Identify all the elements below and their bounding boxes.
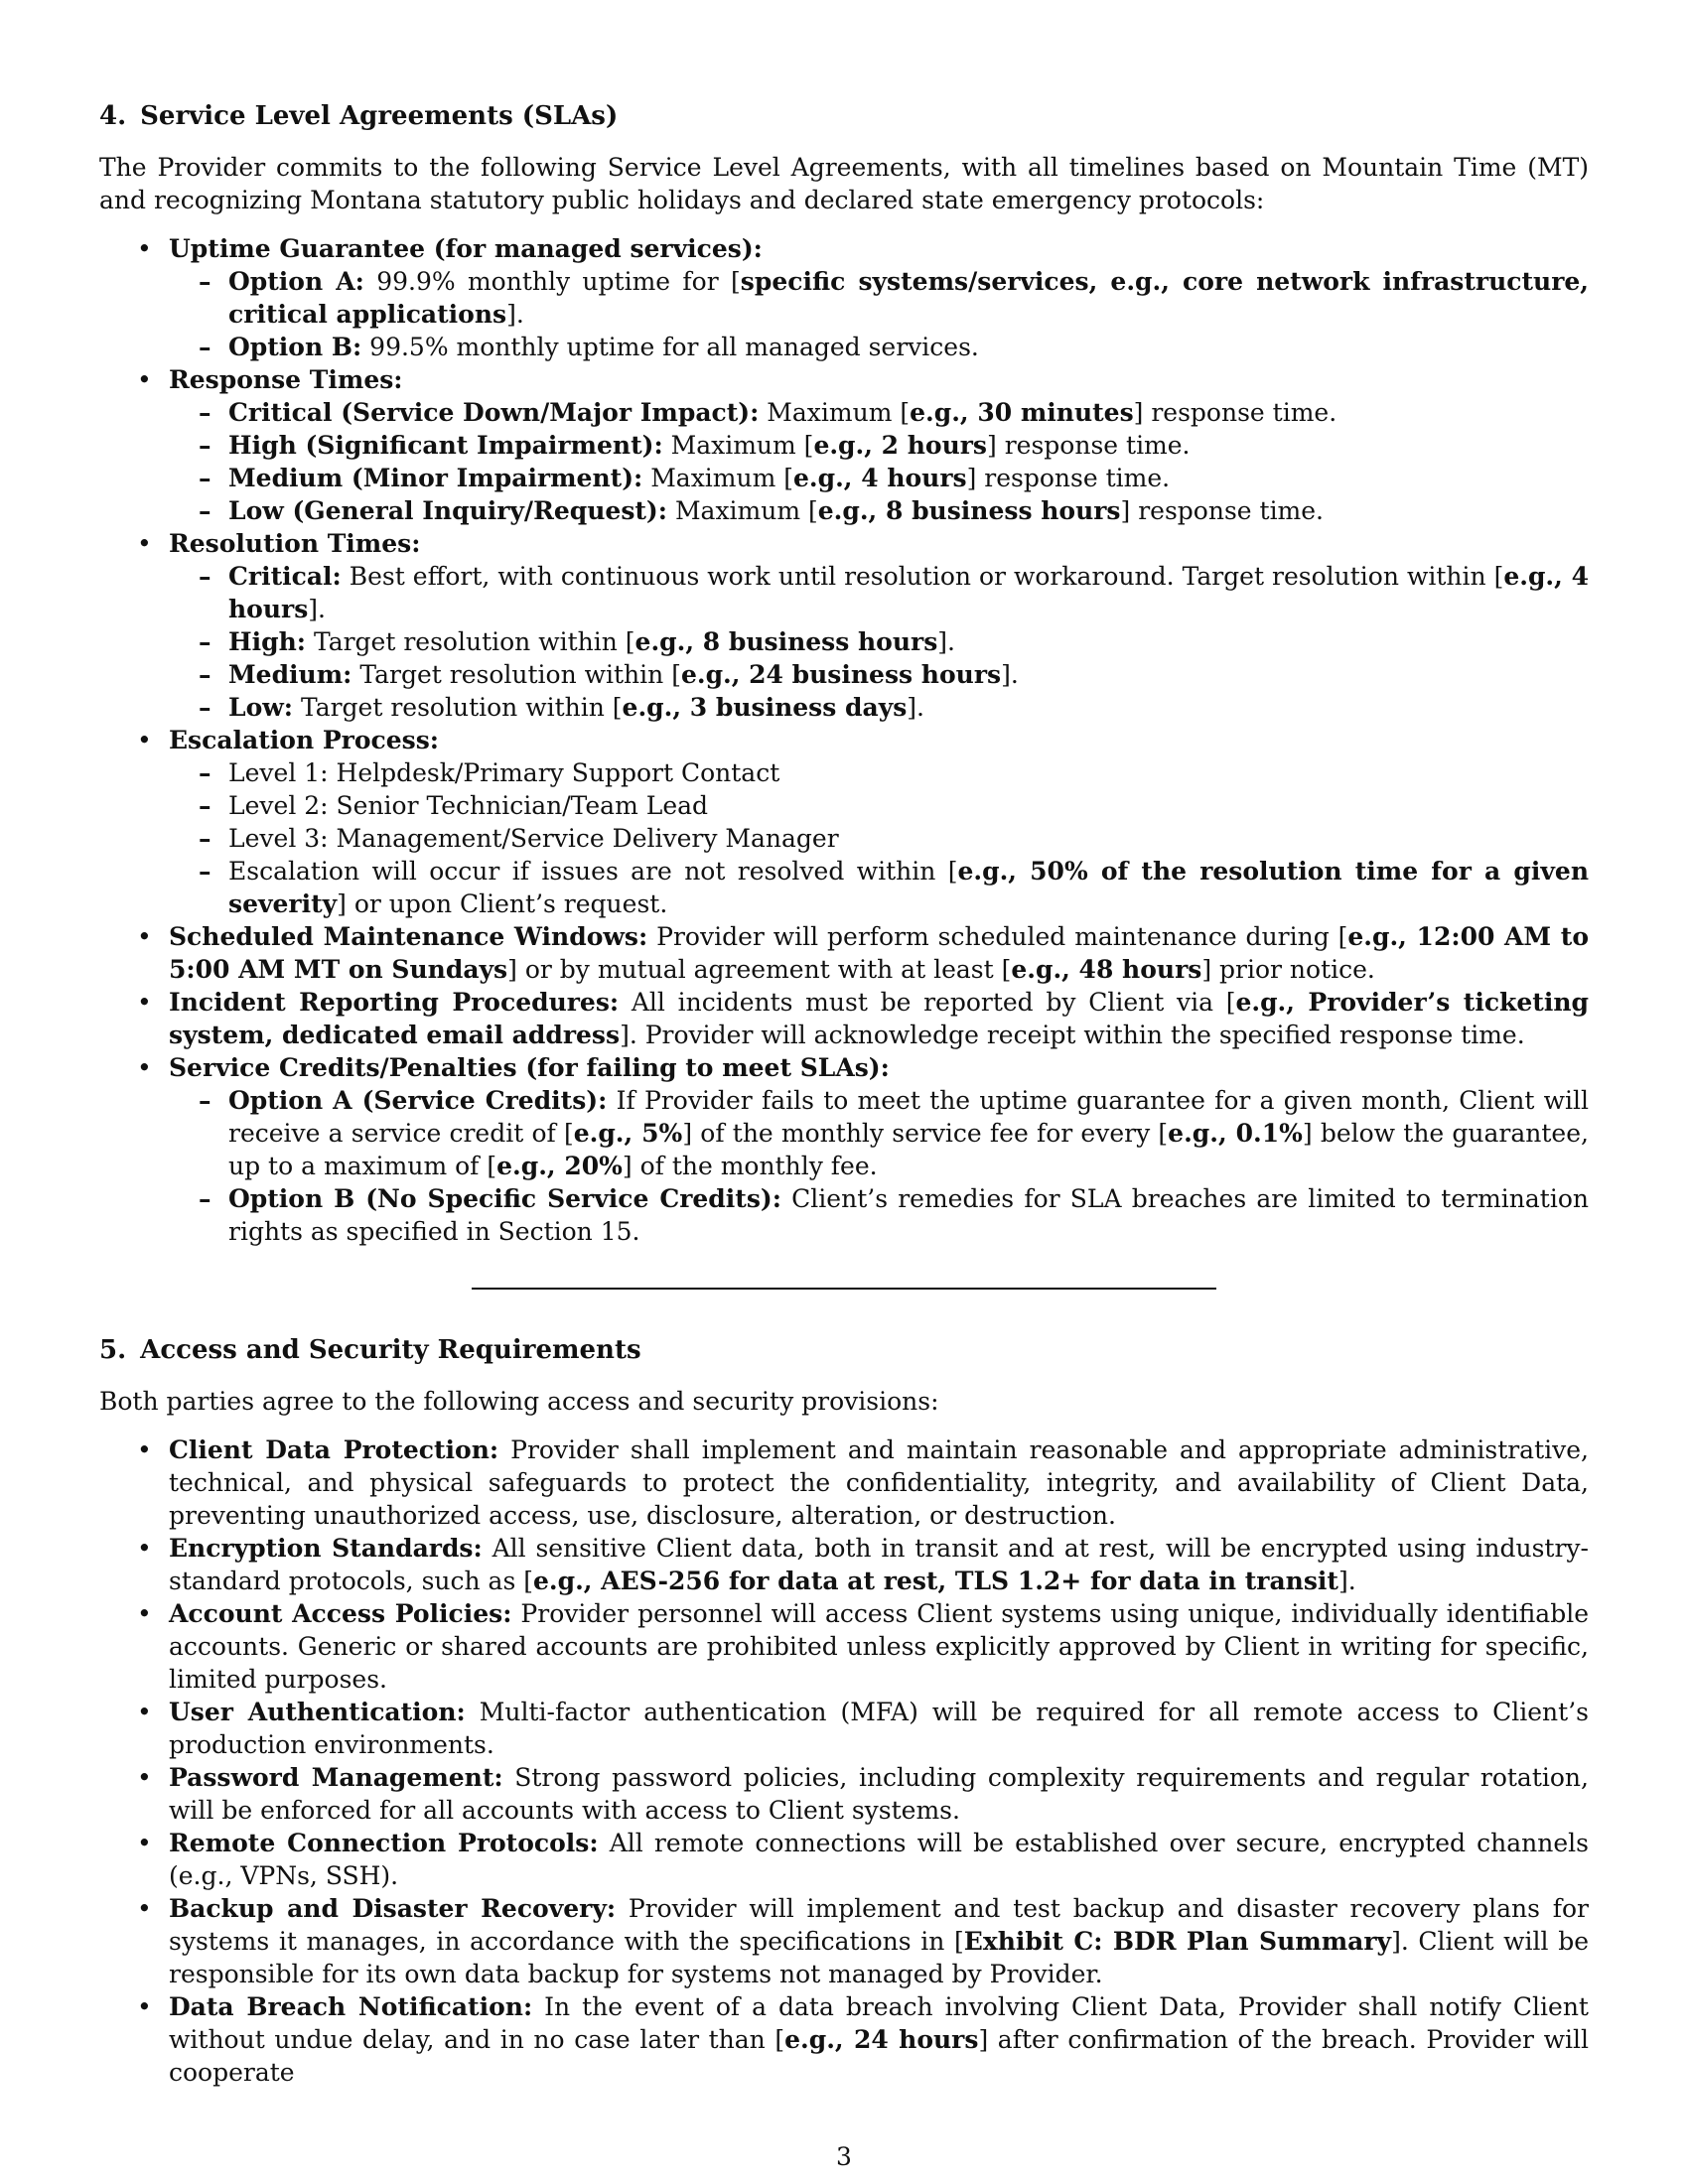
uptime-option-a-text: 99.9% monthly uptime for [: [363, 267, 741, 296]
response-high-label: High (Significant Impairment):: [228, 431, 663, 460]
response-times-label: Response Times:: [169, 365, 403, 394]
section-5-number: 5.: [99, 1335, 127, 1365]
resolution-critical-post: ].: [308, 595, 326, 623]
response-low-post: ] response time.: [1120, 496, 1325, 525]
password-item: [99, 1761, 1589, 1827]
response-critical-post: ] response time.: [1133, 398, 1337, 427]
escalation-list: [169, 756, 1589, 920]
response-low: [169, 494, 1589, 527]
response-high: [169, 429, 1589, 462]
credits-option-b-label: Option B (No Specific Service Credits):: [228, 1184, 781, 1213]
response-critical-pre: Maximum [: [759, 398, 911, 427]
credits-option-a-text-1: If Provider fails to meet the uptime guarantee for a given month, Client will receive a service credit of [: [228, 1086, 1590, 1148]
credits-option-a-text-3: ] below the guarantee, up to a maximum of [: [228, 1119, 1589, 1180]
escalation-label: Escalation Process:: [169, 726, 439, 754]
section-4-number: 4.: [99, 101, 127, 131]
credits-option-a: [169, 1084, 1589, 1182]
escalation-trigger-post: ] or upon Client’s request.: [337, 889, 668, 918]
resolution-medium-pre: Target resolution within [: [352, 660, 681, 689]
password-text: Strong password policies, including complexity requirements and regular rotation, will be enforced for all accounts with access to Client systems.: [169, 1763, 1589, 1825]
escalation-trigger-value: e.g., 50% of the resolution time for a given severity: [228, 857, 1589, 918]
response-low-value: e.g., 8 business hours: [817, 496, 1121, 525]
resolution-low: [169, 691, 1589, 724]
escalation-trigger: [169, 855, 1589, 920]
account-access-text: Provider personnel will access Client systems using unique, individually identifiable accounts. Generic or shared accounts are prohibited unless explicitly approved by Client in writing for specific, limited purposes.: [169, 1599, 1589, 1694]
section-5-title: Access and Security Requirements: [140, 1335, 641, 1365]
maintenance-text-1: Provider will perform scheduled maintenance during [: [647, 922, 1348, 951]
maintenance-window-value: e.g., 12:00 AM to 5:00 AM MT on Sundays: [169, 922, 1589, 984]
encryption-text-1: All sensitive Client data, both in transit and at rest, will be encrypted using industry-standard protocols, such as [: [169, 1534, 1589, 1595]
section-4-title: Service Level Agreements (SLAs): [140, 101, 619, 131]
maintenance-item: [99, 920, 1589, 986]
resolution-times-list: [169, 560, 1589, 724]
uptime-option-a-placeholder: specific systems/services, e.g., core network infrastructure, critical applications: [228, 267, 1589, 329]
data-protection-label: Client Data Protection:: [169, 1435, 499, 1464]
credits-max-value: e.g., 20%: [496, 1152, 623, 1180]
incident-item: [99, 986, 1589, 1051]
page-number: 3: [836, 2142, 852, 2171]
credits-option-b: [169, 1182, 1589, 1248]
security-list: [99, 1433, 1589, 2089]
response-medium-label: Medium (Minor Impairment):: [228, 464, 643, 492]
response-high-value: e.g., 2 hours: [813, 431, 988, 460]
resolution-medium-post: ].: [1001, 660, 1019, 689]
maintenance-text-2: ] or by mutual agreement with at least [: [507, 955, 1012, 984]
response-times-item: [99, 363, 1589, 527]
response-medium-pre: Maximum [: [642, 464, 794, 492]
response-low-label: Low (General Inquiry/Request):: [228, 496, 667, 525]
response-medium: [169, 462, 1589, 494]
resolution-low-post: ].: [907, 693, 924, 722]
uptime-option-b-label: Option B:: [228, 333, 362, 361]
escalation-level-1: – Level 1: Helpdesk/Primary Support Contact: [169, 756, 1589, 789]
maintenance-notice-value: e.g., 48 hours: [1011, 955, 1202, 984]
service-credits-item: [99, 1051, 1589, 1248]
uptime-options: [169, 265, 1589, 363]
response-times-list: [169, 396, 1589, 527]
section-5-heading: [99, 1333, 1589, 1367]
incident-text-2: ]. Provider will acknowledge receipt within the specified response time.: [620, 1021, 1525, 1049]
resolution-critical-pre: Best effort, with continuous work until resolution or workaround. Target resolution within [: [341, 562, 1504, 591]
credits-option-a-text-4: ] of the monthly fee.: [622, 1152, 878, 1180]
uptime-option-b: [169, 331, 1589, 363]
resolution-critical: [169, 560, 1589, 625]
resolution-low-label: Low:: [228, 693, 294, 722]
resolution-high-label: High:: [228, 627, 307, 656]
escalation-level-2: – Level 2: Senior Technician/Team Lead: [169, 789, 1589, 822]
section-4-heading: [99, 99, 1589, 133]
resolution-high-value: e.g., 8 business hours: [634, 627, 938, 656]
escalation-level-3: – Level 3: Management/Service Delivery Manager: [169, 822, 1589, 855]
password-label: Password Management:: [169, 1763, 503, 1792]
response-low-pre: Maximum [: [667, 496, 818, 525]
response-high-post: ] response time.: [987, 431, 1191, 460]
remote-connection-label: Remote Connection Protocols:: [169, 1829, 599, 1857]
response-high-pre: Maximum [: [662, 431, 814, 460]
credits-option-a-label: Option A (Service Credits):: [228, 1086, 608, 1115]
service-credits-label: Service Credits/Penalties (for failing to meet SLAs):: [169, 1053, 890, 1082]
section-divider: [472, 1288, 1216, 1290]
uptime-option-a: [169, 265, 1589, 331]
encryption-label: Encryption Standards:: [169, 1534, 483, 1563]
breach-item: [99, 1990, 1589, 2089]
data-protection-text: Provider shall implement and maintain reasonable and appropriate administrative, technical, and physical safeguards to protect the confidentiality, integrity, and availability of Client Data, preventing unauthorized access, use, disclosure, alteration, or destruction.: [169, 1435, 1589, 1530]
resolution-high-pre: Target resolution within [: [306, 627, 635, 656]
authentication-item: [99, 1696, 1589, 1761]
authentication-text: Multi-factor authentication (MFA) will be required for all remote access to Client’s production environments.: [169, 1698, 1589, 1759]
account-access-item: [99, 1597, 1589, 1696]
page-content: [99, 99, 1589, 2089]
resolution-times-label: Resolution Times:: [169, 529, 421, 558]
uptime-item: [99, 232, 1589, 363]
backup-label: Backup and Disaster Recovery:: [169, 1894, 617, 1923]
encryption-text-2: ].: [1337, 1567, 1356, 1595]
credits-option-a-text-2: ] of the monthly service fee for every [: [682, 1119, 1169, 1148]
data-protection-item: [99, 1433, 1589, 1532]
uptime-option-a-label: Option A:: [228, 267, 364, 296]
maintenance-text-3: ] prior notice.: [1201, 955, 1375, 984]
uptime-option-a-end: ].: [506, 300, 524, 329]
breach-label: Data Breach Notification:: [169, 1992, 533, 2021]
incident-label: Incident Reporting Procedures:: [169, 988, 620, 1017]
response-critical: [169, 396, 1589, 429]
resolution-low-value: e.g., 3 business days: [622, 693, 908, 722]
uptime-label: Uptime Guarantee (for managed services):: [169, 234, 763, 263]
credits-option-b-text: Client’s remedies for SLA breaches are limited to termination rights as specified in Section 15.: [228, 1184, 1589, 1246]
backup-text-2: ]. Client will be responsible for its own data backup for systems not managed by Provider.: [169, 1927, 1590, 1988]
encryption-protocols-value: e.g., AES-256 for data at rest, TLS 1.2+ for data in transit: [532, 1567, 1338, 1595]
incident-channel-value: e.g., Provider’s ticketing system, dedicated email address: [169, 988, 1589, 1049]
breach-text-2: ] after confirmation of the breach. Provider will cooperate: [169, 2025, 1589, 2087]
authentication-label: User Authentication:: [169, 1698, 466, 1726]
remote-connection-item: [99, 1827, 1589, 1892]
backup-exhibit-ref: Exhibit C: BDR Plan Summary: [963, 1927, 1392, 1956]
response-medium-post: ] response time.: [966, 464, 1171, 492]
response-critical-value: e.g., 30 minutes: [910, 398, 1134, 427]
escalation-trigger-pre: Escalation will occur if issues are not resolved within [: [228, 857, 958, 886]
remote-connection-text: All remote connections will be established over secure, encrypted channels (e.g., VPNs, SSH).: [169, 1829, 1590, 1890]
encryption-item: [99, 1532, 1589, 1597]
resolution-medium: [169, 658, 1589, 691]
credits-percent-value: e.g., 5%: [573, 1119, 683, 1148]
breach-deadline-value: e.g., 24 hours: [784, 2025, 979, 2054]
maintenance-label: Scheduled Maintenance Windows:: [169, 922, 648, 951]
resolution-times-item: [99, 527, 1589, 724]
resolution-low-pre: Target resolution within [: [293, 693, 623, 722]
escalation-item: [99, 724, 1589, 920]
response-medium-value: e.g., 4 hours: [793, 464, 967, 492]
account-access-label: Account Access Policies:: [169, 1599, 512, 1628]
response-critical-label: Critical (Service Down/Major Impact):: [228, 398, 760, 427]
resolution-critical-label: Critical:: [228, 562, 342, 591]
uptime-option-b-text: 99.5% monthly uptime for all managed services.: [361, 333, 979, 361]
resolution-medium-label: Medium:: [228, 660, 352, 689]
breach-text-1: In the event of a data breach involving Client Data, Provider shall notify Client without undue delay, and in no case later than [: [169, 1992, 1589, 2054]
incident-text-1: All incidents must be reported by Client via [: [619, 988, 1236, 1017]
backup-item: [99, 1892, 1589, 1990]
sla-list: [99, 232, 1589, 1248]
resolution-high: [169, 625, 1589, 658]
credits-increment-value: e.g., 0.1%: [1168, 1119, 1303, 1148]
backup-text-1: Provider will implement and test backup and disaster recovery plans for systems it manages, in accordance with the specifications in [: [169, 1894, 1589, 1956]
section-4-intro: The Provider commits to the following Service Level Agreements, with all timelines based on Mountain Time (MT) and recognizing Montana statutory public holidays and declared state emergency protocols:: [99, 153, 1589, 214]
resolution-critical-value: e.g., 4 hours: [228, 562, 1589, 623]
resolution-high-post: ].: [937, 627, 955, 656]
resolution-medium-value: e.g., 24 business hours: [680, 660, 1002, 689]
section-5-intro: Both parties agree to the following access and security provisions:: [99, 1387, 939, 1416]
service-credits-list: [169, 1084, 1589, 1248]
